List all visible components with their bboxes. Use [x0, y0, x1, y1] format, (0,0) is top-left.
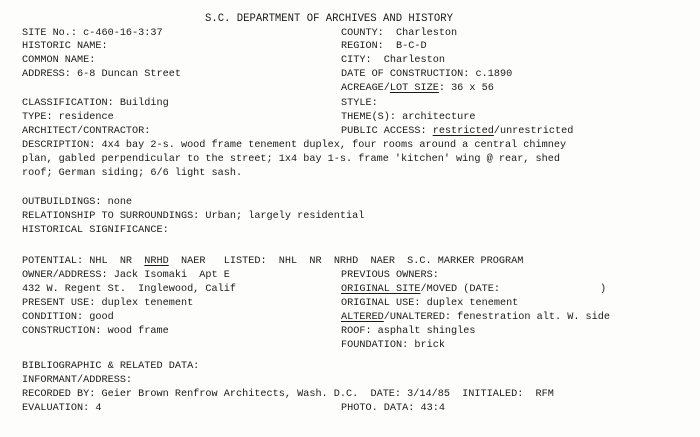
altered-unaltered — [341, 311, 610, 324]
condition: CONDITION: good — [22, 312, 114, 323]
foundation: FOUNDATION: brick — [341, 340, 445, 351]
potential-nrhd: NRHD — [144, 256, 169, 267]
owner-street: 432 W. Regent St. Inglewood, Calif — [22, 284, 236, 295]
bibliographic-data: BIBLIOGRAPHIC & RELATED DATA: — [22, 361, 200, 372]
site-number: SITE No.: c-460-16-3:37 — [22, 28, 163, 39]
historical-significance: HISTORICAL SIGNIFICANCE: — [22, 225, 169, 236]
relationship-to-surroundings: RELATIONSHIP TO SURROUNDINGS: Urban; largely residential — [22, 211, 365, 222]
description-line-2: plan, gabled perpendicular to the street; 1x4 bay 1-s. frame 'kitchen' wing @ rear, shed — [22, 154, 560, 165]
unaltered-text: /UNALTERED: fenestration alt. W. side — [383, 312, 610, 323]
themes: THEME(S): architecture — [341, 112, 476, 123]
potential-label: POTENTIAL: NHL NR — [22, 256, 145, 267]
evaluation: EVALUATION: 4 — [22, 403, 102, 414]
acreage-label: ACREAGE/ — [341, 83, 390, 94]
style: STYLE: — [341, 98, 378, 109]
public-access-restricted: restricted — [432, 126, 494, 137]
altered-label: ALTERED — [341, 312, 384, 323]
historic-name: HISTORIC NAME: — [22, 41, 108, 52]
informant-address: INFORMANT/ADDRESS: — [22, 375, 133, 386]
lot-size-value: : 36 x 56 — [438, 83, 494, 94]
description-line-3: roof; German siding; 6/6 light sash. — [22, 168, 243, 179]
public-access-unrestricted: /unrestricted — [493, 126, 574, 137]
description-line-1: DESCRIPTION: 4x4 bay 2-s. wood frame tenement duplex, four rooms around a central chimney — [22, 140, 567, 151]
original-site-label: ORIGINAL SITE — [341, 284, 421, 295]
construction: CONSTRUCTION: wood frame — [22, 326, 169, 337]
lot-size-label: LOT SIZE — [389, 83, 439, 94]
region: REGION: B-C-D — [341, 41, 427, 52]
owner-address: OWNER/ADDRESS: Jack Isomaki Apt E — [22, 270, 230, 281]
moved-date-close: ) — [599, 284, 607, 295]
roof: ROOF: asphalt shingles — [341, 326, 476, 337]
classification: CLASSIFICATION: Building — [22, 98, 169, 109]
date-of-construction: DATE OF CONSTRUCTION: c.1890 — [341, 69, 513, 80]
moved-date-label: /MOVED (DATE: — [420, 284, 500, 295]
potential-rest: NAER LISTED: NHL NR NRHD NAER S.C. MARKER PROGRAM — [168, 256, 524, 267]
present-use: PRESENT USE: duplex tenement — [22, 298, 194, 309]
outbuildings: OUTBUILDINGS: none — [22, 197, 133, 208]
city: CITY: Charleston — [341, 55, 445, 66]
county: COUNTY: Charleston — [341, 28, 458, 39]
previous-owners: PREVIOUS OWNERS: — [341, 270, 439, 281]
original-use: ORIGINAL USE: duplex tenement — [341, 298, 519, 309]
public-access — [341, 125, 573, 138]
photo-data: PHOTO. DATA: 43:4 — [341, 403, 445, 414]
architect-contractor: ARCHITECT/CONTRACTOR: — [22, 126, 151, 137]
common-name: COMMON NAME: — [22, 55, 96, 66]
form-title: S.C. DEPARTMENT OF ARCHIVES AND HISTORY — [205, 13, 453, 25]
recorded-by: RECORDED BY: Geier Brown Renfrow Architects, Wash. D.C. DATE: 3/14/85 INITIALED: RFM — [22, 389, 554, 400]
type: TYPE: residence — [22, 112, 114, 123]
original-site — [341, 283, 606, 296]
public-access-label: PUBLIC ACCESS: — [341, 126, 433, 137]
potential-listed — [22, 255, 523, 268]
address: ADDRESS: 6-8 Duncan Street — [22, 69, 181, 80]
acreage-lot-size — [341, 82, 494, 95]
